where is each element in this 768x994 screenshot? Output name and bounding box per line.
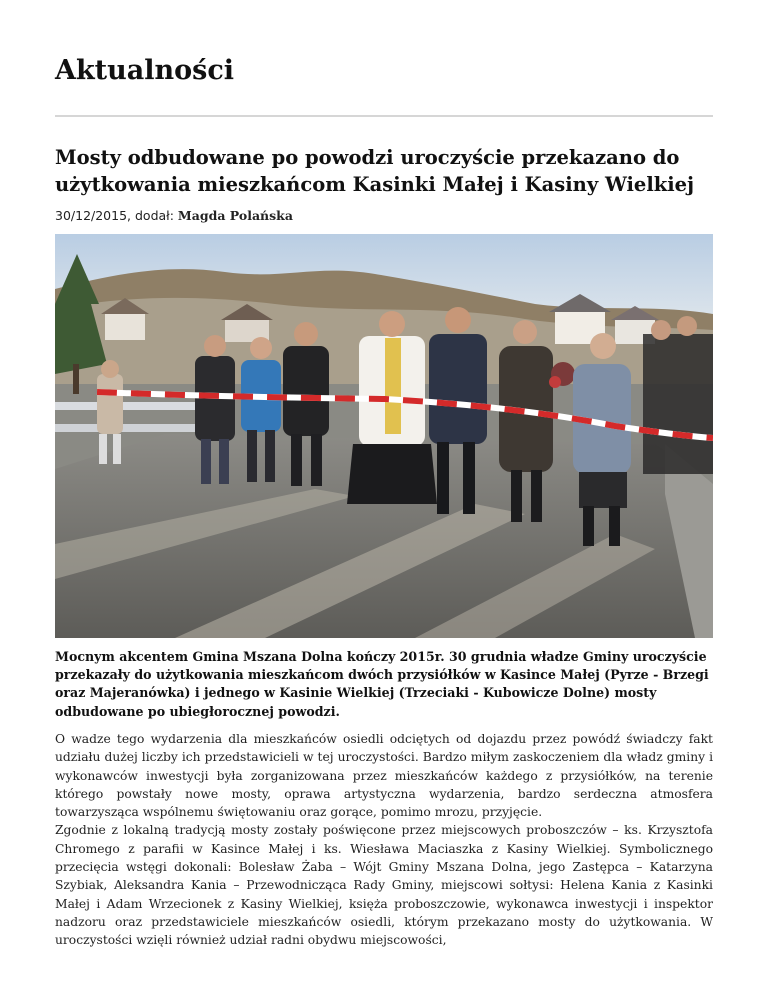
article-paragraph: O wadze tego wydarzenia dla mieszkańców osiedli odciętych od dojazdu przez powódź świadczy fakt udziału dużej liczby ich przedstawicieli w tej uroczystości. Bardzo miłym zaskoczeniem dla władz gminy i wykonawców inwestycji była zorganizowana przez mieszkańców każdego z przysiółków, na terenie którego powstały nowe mosty, oprawa artystyczna wydarzenia, bardzo serdeczna atmosfera towarzysząca wspólnemu świętowaniu oraz gorące, pomimo mrozu, przyjęcie. <box>55 732 713 820</box>
article-author: Magda Polańska <box>177 208 293 223</box>
article-date: 30/12/2015 <box>55 208 128 223</box>
article-title[interactable]: Mosty odbudowane po powodzi uroczyście przekazano do użytkowania mieszkańcom Kasinki Małej i Kasiny Wielkiej <box>55 146 695 196</box>
article-lead: Mocnym akcentem Gmina Mszana Dolna kończy 2015r. 30 grudnia władze Gminy uroczyście przekazały do użytkowania mieszkańcom dwóch przysiółków w Kasince Małej (Pyrze - Brzegi oraz Majeranówka) i jednego w Kasinie Wielkiej (Trzeciaki - Kubowicze Dolne) mosty odbudowane po ubiegłorocznej powodzi. <box>55 649 709 719</box>
article-photo <box>55 234 713 638</box>
article-meta <box>55 207 293 225</box>
article-body <box>55 730 713 950</box>
added-by-label: , dodał: <box>127 208 178 223</box>
divider <box>55 115 713 117</box>
section-title: Aktualności <box>55 55 235 86</box>
article-paragraph: Zgodnie z lokalną tradycją mosty zostały poświęcone przez miejscowych proboszczów – ks. Krzysztofa Chromego z parafii w Kasince Małej i ks. Wiesława Maciaszka z Kasiny Wielkiej. Symbolicznego przecięcia wstęgi dokonali: Bolesław Żaba – Wójt Gminy Mszana Dolna, jego Zastępca – Katarzyna Szybiak, Aleksandra Kania – Przewodnicząca Rady Gminy, miejscowi sołtysi: Helena Kania z Kasinki Małej i Adam Wrzecionek z Kasiny Wielkiej, księża proboszczowie, wykonawca inwestycji i inspektor nadzoru oraz przedstawiciele mieszkańców osiedli, którym przekazano mosty do użytkowania. W uroczystości wzięli również udział radni obydwu miejscowości, <box>55 823 713 948</box>
